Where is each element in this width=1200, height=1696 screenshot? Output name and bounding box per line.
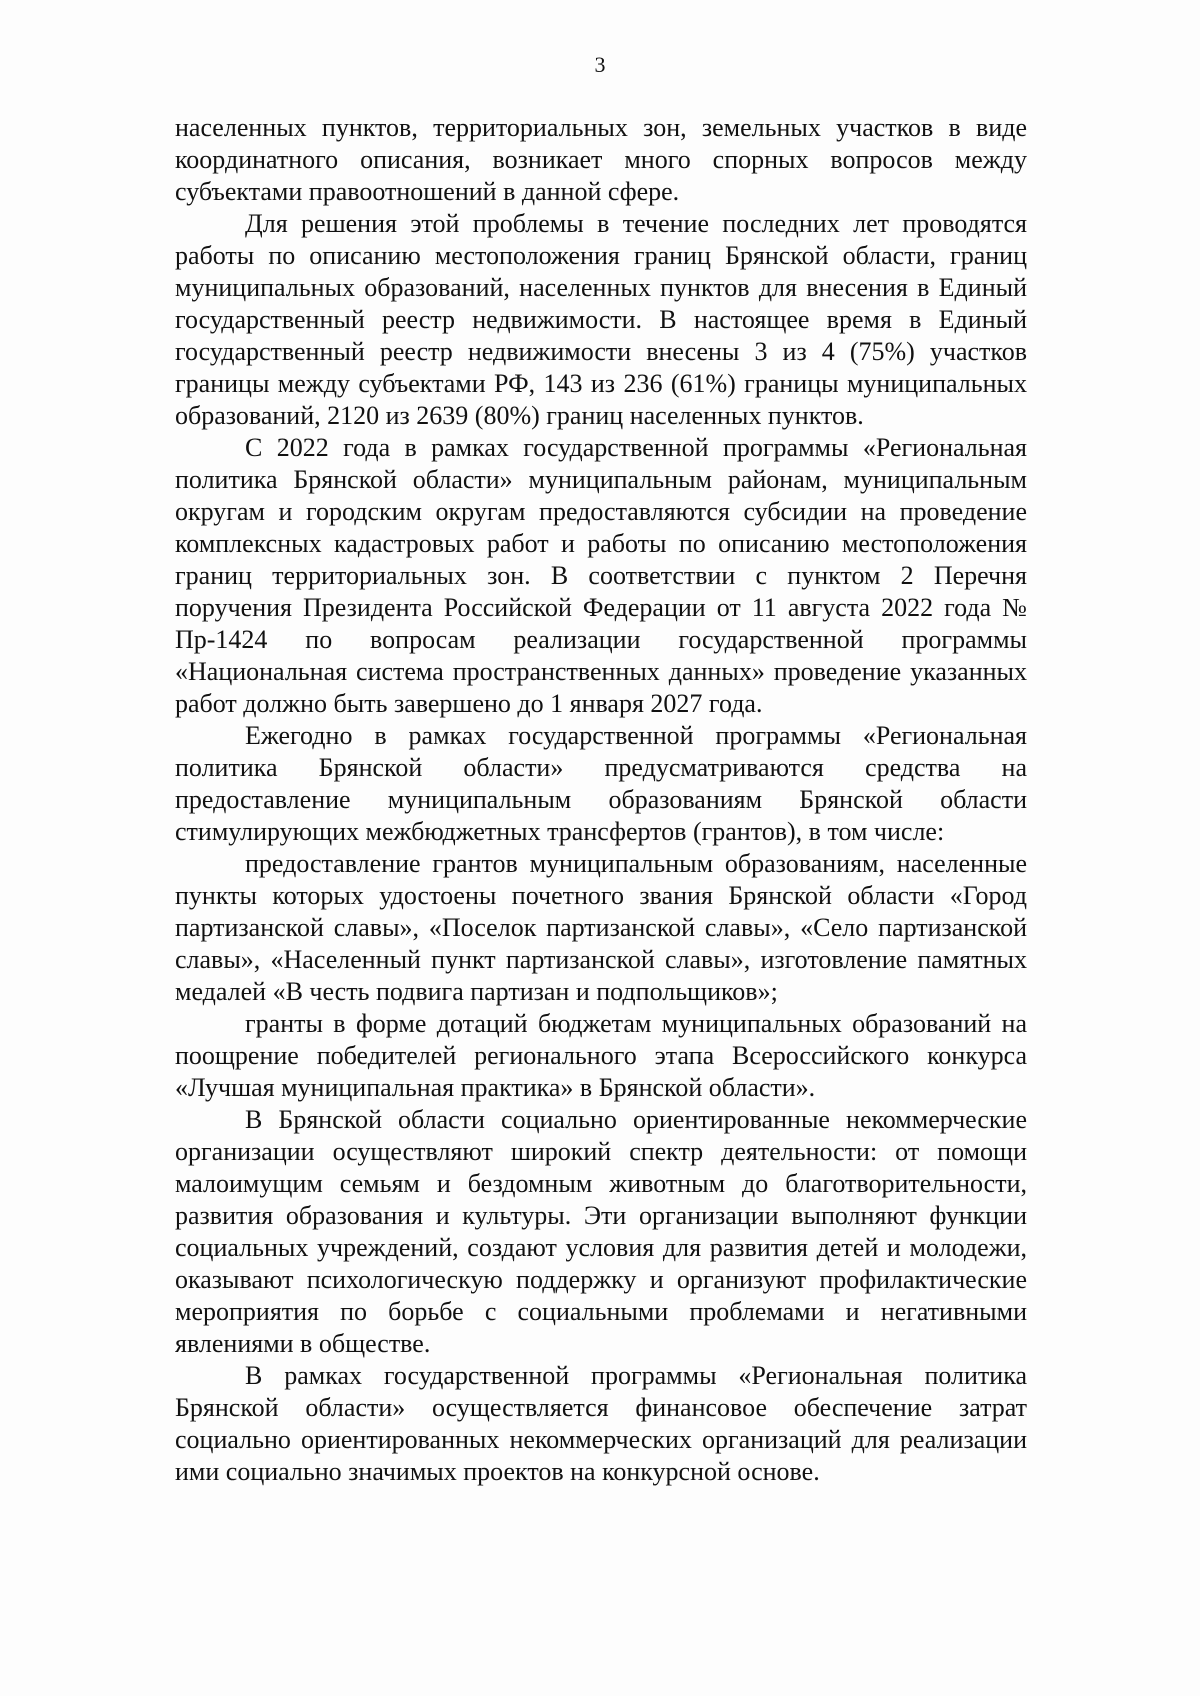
paragraph-nonprofits: В Брянской области социально ориентированные некоммерческие организации осуществляют широкий спектр деятельности: от помощи малоимущим семьям и бездомным животным до благотворительности, развития образования и культуры. Эти организации выполняют функции социальных учреждений, создают условия для развития детей и молодежи, оказывают психологическую поддержку и организуют профилактические мероприятия по борьбе с социальными проблемами и негативными явлениями в обществе. [175,1105,1027,1358]
paragraph-continuation: населенных пунктов, территориальных зон, земельных участков в виде координатного описания, возникает много спорных вопросов между субъектами правоотношений в данной сфере. [175,113,1027,206]
paragraph-partisan-glory: предоставление грантов муниципальным образованиям, населенные пункты которых удостоены почетного звания Брянской области «Город партизанской славы», «Поселок партизанской славы», «Село партизанской славы», «Населенный пункт партизанской славы», изготовление памятных медалей «В честь подвига партизан и подпольщиков»; [175,849,1027,1006]
paragraph-boundaries: Для решения этой проблемы в течение последних лет проводятся работы по описанию местоположения границ Брянской области, границ муниципальных образований, населенных пунктов для внесения в Единый государственный реестр недвижимости. В настоящее время в Единый государственный реестр недвижимости внесены 3 из 4 (75%) участков границы между субъектами РФ, 143 из 236 (61%) границы муниципальных образований, 2120 из 2639 (80%) границ населенных пунктов. [175,209,1027,430]
page-number: 3 [594,52,606,77]
paragraph-annual-grants: Ежегодно в рамках государственной программы «Региональная политика Брянской области» предусматриваются средства на предоставление муниципальным образованиям Брянской области стимулирующих межбюджетных трансфертов (грантов), в том числе: [175,721,1027,846]
document-body [175,112,1027,1488]
paragraph-best-practice: гранты в форме дотаций бюджетам муниципальных образований на поощрение победителей регионального этапа Всероссийского конкурса «Лучшая муниципальная практика» в Брянской области». [175,1009,1027,1102]
paragraph-program-2022: С 2022 года в рамках государственной программы «Региональная политика Брянской области» муниципальным районам, муниципальным округам и городским округам предоставляются субсидии на проведение комплексных кадастровых работ и работы по описанию местоположения границ территориальных зон. В соответствии с пунктом 2 Перечня поручения Президента Российской Федерации от 11 августа 2022 года № Пр-1424 по вопросам реализации государственной программы «Национальная система пространственных данных» проведение указанных работ должно быть завершено до 1 января 2027 года. [175,433,1027,718]
paragraph-funding: В рамках государственной программы «Региональная политика Брянской области» осуществляется финансовое обеспечение затрат социально ориентированных некоммерческих организаций для реализации ими социально значимых проектов на конкурсной основе. [175,1361,1027,1486]
